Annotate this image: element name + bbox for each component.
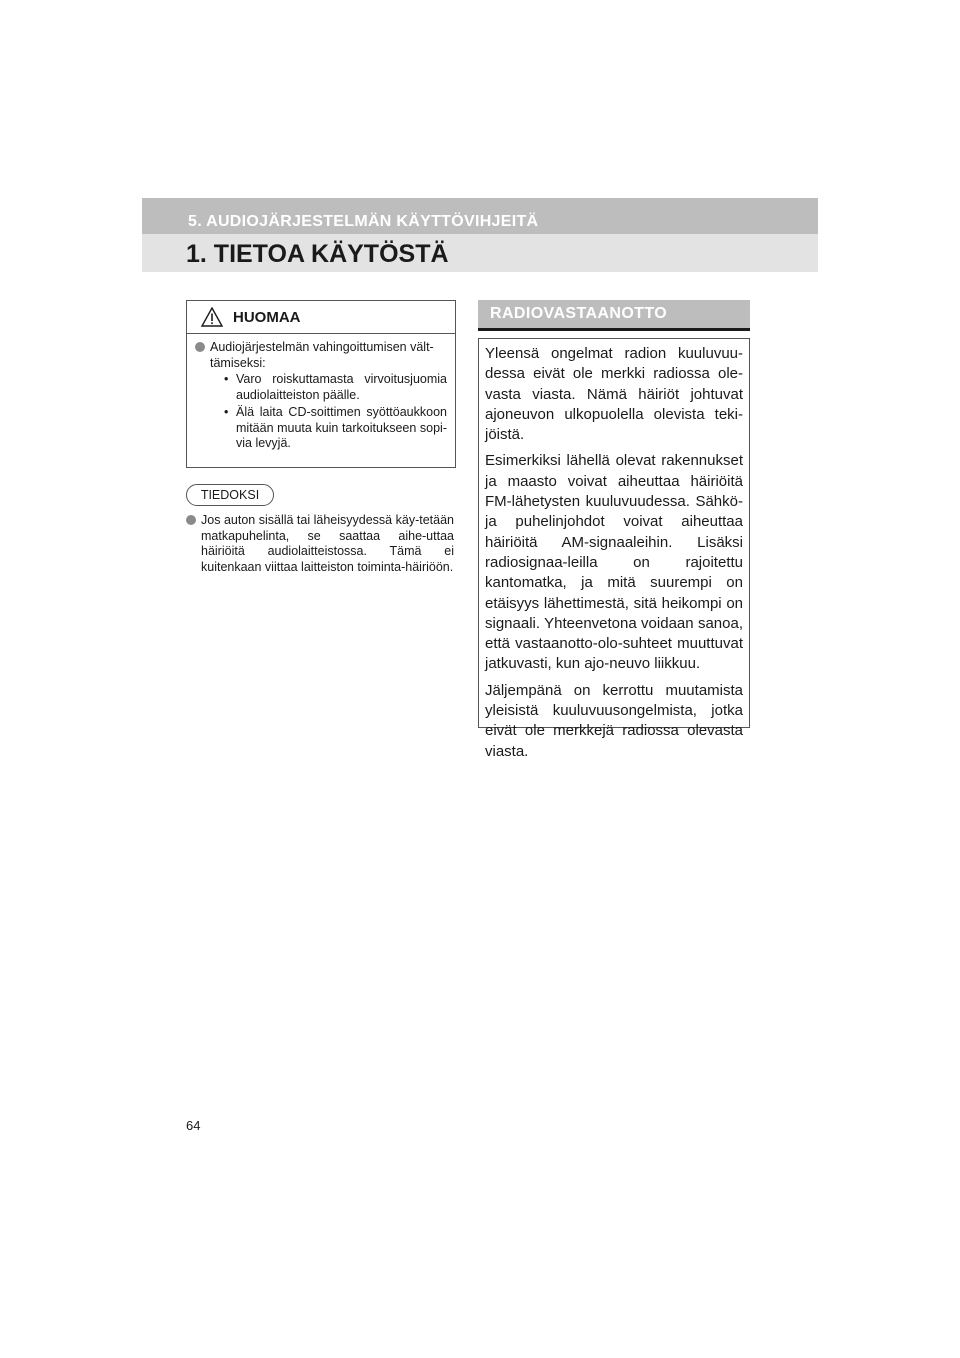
notice-box (186, 300, 456, 468)
radio-section-box (478, 338, 750, 760)
radio-section-title: RADIOVASTAANOTTO (490, 305, 668, 322)
notice-bullet-text: Audiojärjestelmän vahingoittumisen vält-tämiseksi: (210, 340, 434, 370)
bullet-dot-icon (195, 342, 205, 352)
tip-badge: TIEDOKSI (186, 484, 274, 506)
page-number: 64 (186, 1118, 201, 1133)
radio-paragraph: Esimerkiksi lähellä olevat rakennukset ja maasto voivat aiheuttaa häiriöitä FM-lähetysten kuuluvuudessa. Sähkö- ja puhelinjohdot voivat aiheuttaa häiriöitä AM-signaaleihin. Lisäksi radiosignaa-leilla on rajoitettu kantomatka, ja mitä suurempi on etäisyys lähettimestä, sitä heikompi on signaali. Yhteenvetona voidaan sanoa, että vastaanotto-olo-suhteet muuttuvat jatkuvasti, kun ajo-neuvo liikkuu. (485, 452, 743, 673)
tip-body (186, 513, 454, 578)
notice-sub-item: • Varo roiskuttamasta virvoitusjuomia audiolaitteiston päälle. (224, 372, 447, 402)
section-bar (142, 198, 818, 234)
notice-body (187, 334, 455, 454)
notice-sub-item: • Älä laita CD-soittimen syöttöaukkoon mitään muuta kuin tarkoitukseen sopi-via levyjä. (224, 405, 447, 450)
notice-bullet (195, 340, 447, 454)
page-title: 1. TIETOA KÄYTÖSTÄ (186, 240, 449, 268)
radio-paragraph: Jäljempänä on kerrottu muutamista yleisistä kuuluvuusongelmista, jotka eivät ole merkkejä radiossa olevasta viasta. (485, 681, 743, 760)
section-label: 5. AUDIOJÄRJESTELMÄN KÄYTTÖVIHJEITÄ (188, 213, 539, 230)
bullet-dot-icon (186, 515, 196, 525)
notice-title: HUOMAA (233, 309, 301, 326)
warning-triangle-icon (201, 307, 223, 327)
notice-sub-list (224, 372, 447, 452)
tip-bullet-text: Jos auton sisällä tai läheisyydessä käy-tetään matkapuhelinta, se saattaa aihe-uttaa häiriöitä audiolaitteistossa. Tämä ei kuitenkaan viittaa laitteiston toiminta-häiriöön. (201, 513, 454, 574)
radio-paragraph: Yleensä ongelmat radion kuuluvuu-dessa eivät ole merkki radiossa ole-vasta viasta. Nämä häiriöt johtuvat ajoneuvon ulkopuolella olevista teki-jöistä. (485, 345, 743, 444)
header-band (142, 198, 818, 272)
tip-bullet (186, 513, 454, 575)
notice-header (187, 301, 455, 334)
radio-section-header (478, 300, 750, 331)
